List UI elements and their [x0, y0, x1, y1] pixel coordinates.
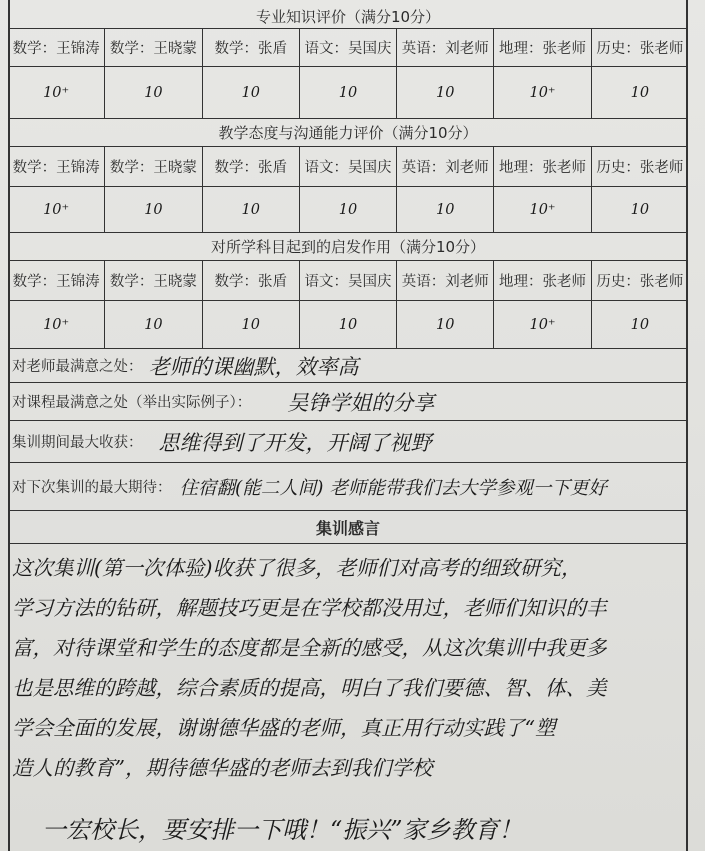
section1-score-row	[8, 66, 688, 118]
question-label: 对老师最满意之处：	[12, 359, 143, 375]
teacher-cell: 数学：王锦涛	[8, 147, 105, 186]
section1-teacher-row	[8, 28, 688, 66]
teacher-cell: 地理：张老师	[494, 261, 591, 300]
section2-teacher-row	[8, 146, 688, 186]
reflection-line: 一宏校长，要安排一下哦！“振兴”家乡教育！	[42, 816, 523, 844]
answer-text: 老师的课幽默，效率高	[148, 354, 359, 379]
score-cell: 10	[300, 67, 397, 118]
teacher-cell: 语文：吴国庆	[300, 261, 397, 300]
teacher-cell: 数学：王锦涛	[8, 261, 105, 300]
teacher-cell: 数学：张盾	[203, 261, 300, 300]
score-cell: 10	[203, 67, 300, 118]
score-cell: 10	[105, 67, 202, 118]
score-cell: 10	[630, 316, 650, 333]
answer-text: 思维得到了开发，开阔了视野	[158, 430, 432, 455]
reflection-body	[8, 543, 688, 850]
teacher-cell: 数学：王锦涛	[8, 29, 105, 66]
teacher-cell: 英语：刘老师	[397, 261, 494, 300]
answer-text: 吴铮学姐的分享	[287, 390, 435, 415]
teacher-cell: 地理：张老师	[494, 147, 591, 186]
score-cell: 10	[105, 301, 202, 348]
score-cell: 10⁺	[494, 301, 591, 348]
section3-title-row	[8, 232, 688, 260]
section3-score-row	[8, 300, 688, 348]
teacher-cell: 地理：张老师	[494, 29, 591, 66]
score-cell: 10	[105, 187, 202, 232]
section1-title: 专业知识评价（满分10分）	[255, 8, 441, 26]
teacher-cell: 数学：王晓蒙	[105, 261, 202, 300]
section3-teacher-row	[8, 260, 688, 300]
teacher-cell: 英语：刘老师	[397, 29, 494, 66]
reflection-line: 也是思维的跨越，综合素质的提高，明白了我们要德、智、体、美	[12, 676, 607, 700]
reflection-line: 学会全面的发展，谢谢德华盛的老师，真正用行动实践了“塑	[12, 716, 556, 740]
score-cell: 10	[397, 301, 494, 348]
question-row-teacher	[8, 348, 688, 382]
score-cell: 10⁺	[8, 67, 105, 118]
reflection-line: 造人的教育”，期待德华盛的老师去到我们学校	[12, 756, 433, 780]
teacher-cell: 数学：张盾	[203, 29, 300, 66]
teacher-cell: 历史：张老师	[596, 41, 684, 57]
teacher-cell: 数学：王晓蒙	[105, 29, 202, 66]
question-row-expectation	[8, 462, 688, 510]
score-cell: 10	[630, 84, 650, 101]
section2-score-row	[8, 186, 688, 232]
teacher-cell: 数学：张盾	[203, 147, 300, 186]
question-row-gain	[8, 420, 688, 462]
score-cell: 10⁺	[494, 67, 591, 118]
score-cell: 10⁺	[8, 301, 105, 348]
score-cell: 10	[630, 201, 650, 218]
question-label: 集训期间最大收获：	[12, 435, 143, 451]
score-cell: 10	[300, 301, 397, 348]
teacher-cell: 语文：吴国庆	[300, 29, 397, 66]
question-row-course	[8, 382, 688, 420]
score-cell: 10	[397, 67, 494, 118]
reflection-title: 集训感言	[315, 518, 380, 538]
score-cell: 10	[203, 301, 300, 348]
teacher-cell: 数学：王晓蒙	[105, 147, 202, 186]
score-cell: 10⁺	[494, 187, 591, 232]
reflection-line: 富，对待课堂和学生的态度都是全新的感受，从这次集训中我更多	[12, 636, 607, 660]
reflection-title-row	[8, 510, 688, 543]
teacher-cell: 语文：吴国庆	[300, 147, 397, 186]
reflection-line: 学习方法的钻研，解题技巧更是在学校都没用过，老师们知识的丰	[12, 596, 607, 620]
score-cell: 10⁺	[8, 187, 105, 232]
teacher-cell: 英语：刘老师	[397, 147, 494, 186]
section2-title-row	[8, 118, 688, 146]
section3-title: 对所学科目起到的启发作用（满分10分）	[210, 238, 486, 256]
score-cell: 10	[203, 187, 300, 232]
question-label: 对课程最满意之处（举出实际例子）：	[12, 395, 252, 411]
reflection-line: 这次集训(第一次体验)收获了很多，老师们对高考的细致研究，	[12, 556, 582, 580]
answer-text: 住宿翻(能二人间) 老师能带我们去大学参观一下更好	[179, 477, 607, 499]
score-cell: 10	[397, 187, 494, 232]
teacher-cell: 历史：张老师	[596, 160, 684, 176]
question-label: 对下次集训的最大期待：	[12, 480, 172, 496]
teacher-cell: 历史：张老师	[596, 274, 684, 290]
score-cell: 10	[300, 187, 397, 232]
section2-title: 教学态度与沟通能力评价（满分10分）	[218, 124, 478, 142]
